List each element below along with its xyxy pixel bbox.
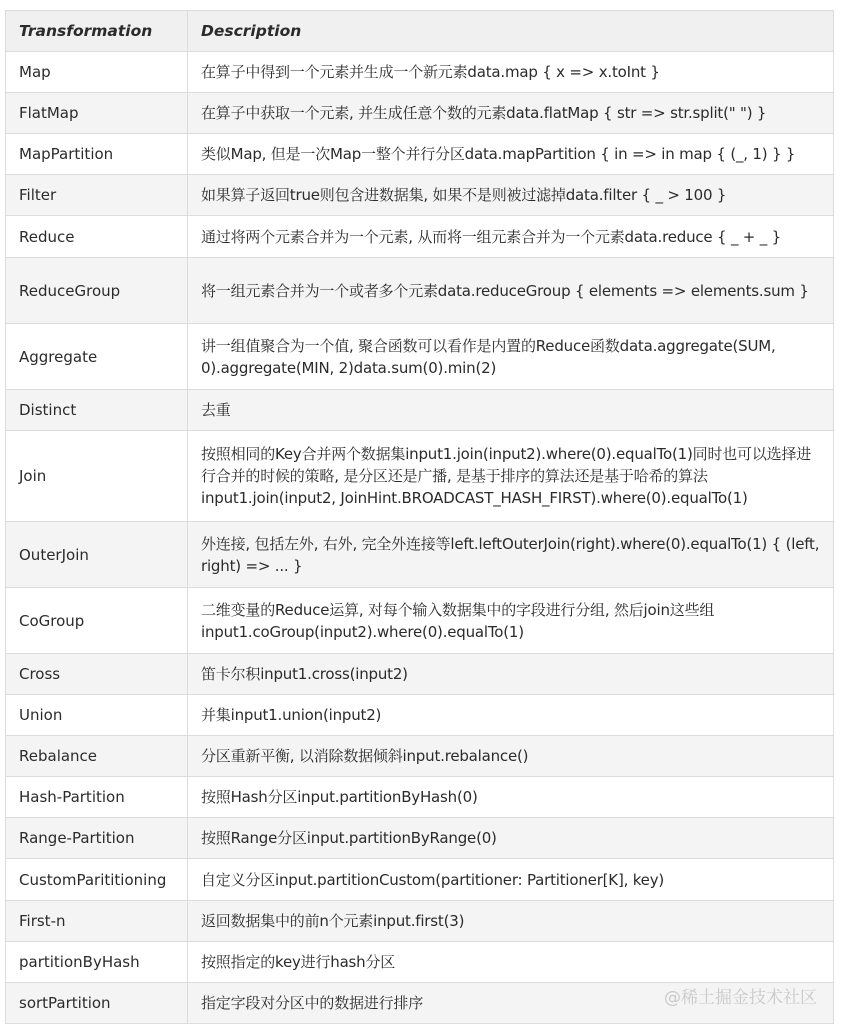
transformation-description: 返回数据集中的前n个元素input.first(3) — [188, 901, 834, 942]
transformation-description: 指定字段对分区中的数据进行排序 — [188, 983, 834, 1024]
transformation-description: 通过将两个元素合并为一个元素, 从而将一组元素合并为一个元素data.reduce { _ + _ } — [188, 216, 834, 258]
transformation-name: Union — [6, 695, 188, 736]
transformation-name: ReduceGroup — [6, 258, 188, 324]
transformation-name: First-n — [6, 901, 188, 942]
transformation-name: Join — [6, 431, 188, 522]
transformation-description: 将一组元素合并为一个或者多个元素data.reduceGroup { elements => elements.sum } — [188, 258, 834, 324]
table-row — [6, 324, 834, 390]
transformation-description: 按照相同的Key合并两个数据集input1.join(input2).where(0).equalTo(1)同时也可以选择进行合并的时候的策略, 是分区还是广播, 是基于排序的算法还是基于哈希的算法input1.join(input2, JoinHint.BROADCAST_HASH_FIRST).where(0).equalTo(1) — [188, 431, 834, 522]
transformation-description: 笛卡尔积input1.cross(input2) — [188, 654, 834, 695]
transformation-name: partitionByHash — [6, 942, 188, 983]
header-transformation: Transformation — [6, 11, 188, 52]
table-header-row — [6, 11, 834, 52]
header-description: Description — [188, 11, 834, 52]
transformation-name: Hash-Partition — [6, 777, 188, 818]
transformation-description: 二维变量的Reduce运算, 对每个输入数据集中的字段进行分组, 然后join这些组input1.coGroup(input2).where(0).equalTo(1) — [188, 588, 834, 654]
transformation-description: 如果算子返回true则包含进数据集, 如果不是则被过滤掉data.filter { _ > 100 } — [188, 175, 834, 216]
transformation-description: 在算子中获取一个元素, 并生成任意个数的元素data.flatMap { str => str.split(" ") } — [188, 93, 834, 134]
table-row — [6, 216, 834, 258]
transformation-table-container — [5, 10, 833, 1024]
transformation-description: 按照指定的key进行hash分区 — [188, 942, 834, 983]
watermark: @稀土掘金技术社区 — [664, 988, 817, 1008]
table-row — [6, 175, 834, 216]
transformation-table — [5, 10, 834, 1024]
table-row — [6, 901, 834, 942]
transformation-description: 类似Map, 但是一次Map一整个并行分区data.mapPartition { in => in map { (_, 1) } } — [188, 134, 834, 175]
transformation-name: Cross — [6, 654, 188, 695]
transformation-description: 按照Hash分区input.partitionByHash(0) — [188, 777, 834, 818]
transformation-name: Filter — [6, 175, 188, 216]
transformation-name: Rebalance — [6, 736, 188, 777]
transformation-name: CoGroup — [6, 588, 188, 654]
table-row — [6, 942, 834, 983]
transformation-name: Distinct — [6, 390, 188, 431]
transformation-description: 去重 — [188, 390, 834, 431]
table-row — [6, 134, 834, 175]
table-row — [6, 390, 834, 431]
transformation-name: OuterJoin — [6, 522, 188, 588]
table-row — [6, 859, 834, 901]
transformation-name: Range-Partition — [6, 818, 188, 859]
transformation-description: 在算子中得到一个元素并生成一个新元素data.map { x => x.toInt } — [188, 52, 834, 93]
table-row — [6, 736, 834, 777]
transformation-name: sortPartition — [6, 983, 188, 1024]
table-row — [6, 818, 834, 859]
table-row — [6, 588, 834, 654]
transformation-description: 按照Range分区input.partitionByRange(0) — [188, 818, 834, 859]
transformation-name: Reduce — [6, 216, 188, 258]
table-row — [6, 777, 834, 818]
transformation-name: FlatMap — [6, 93, 188, 134]
table-row — [6, 431, 834, 522]
transformation-name: CustomParititioning — [6, 859, 188, 901]
transformation-name: Map — [6, 52, 188, 93]
transformation-description: 并集input1.union(input2) — [188, 695, 834, 736]
transformation-name: MapPartition — [6, 134, 188, 175]
transformation-description: 讲一组值聚合为一个值, 聚合函数可以看作是内置的Reduce函数data.aggregate(SUM, 0).aggregate(MIN, 2)data.sum(0).min(2) — [188, 324, 834, 390]
transformation-description: 自定义分区input.partitionCustom(partitioner: Partitioner[K], key) — [188, 859, 834, 901]
table-row — [6, 522, 834, 588]
table-row — [6, 258, 834, 324]
transformation-description: 分区重新平衡, 以消除数据倾斜input.rebalance() — [188, 736, 834, 777]
transformation-name: Aggregate — [6, 324, 188, 390]
table-row — [6, 52, 834, 93]
table-row — [6, 695, 834, 736]
table-row — [6, 654, 834, 695]
transformation-description: 外连接, 包括左外, 右外, 完全外连接等left.leftOuterJoin(right).where(0).equalTo(1) { (left, right) => ... } — [188, 522, 834, 588]
table-row — [6, 93, 834, 134]
